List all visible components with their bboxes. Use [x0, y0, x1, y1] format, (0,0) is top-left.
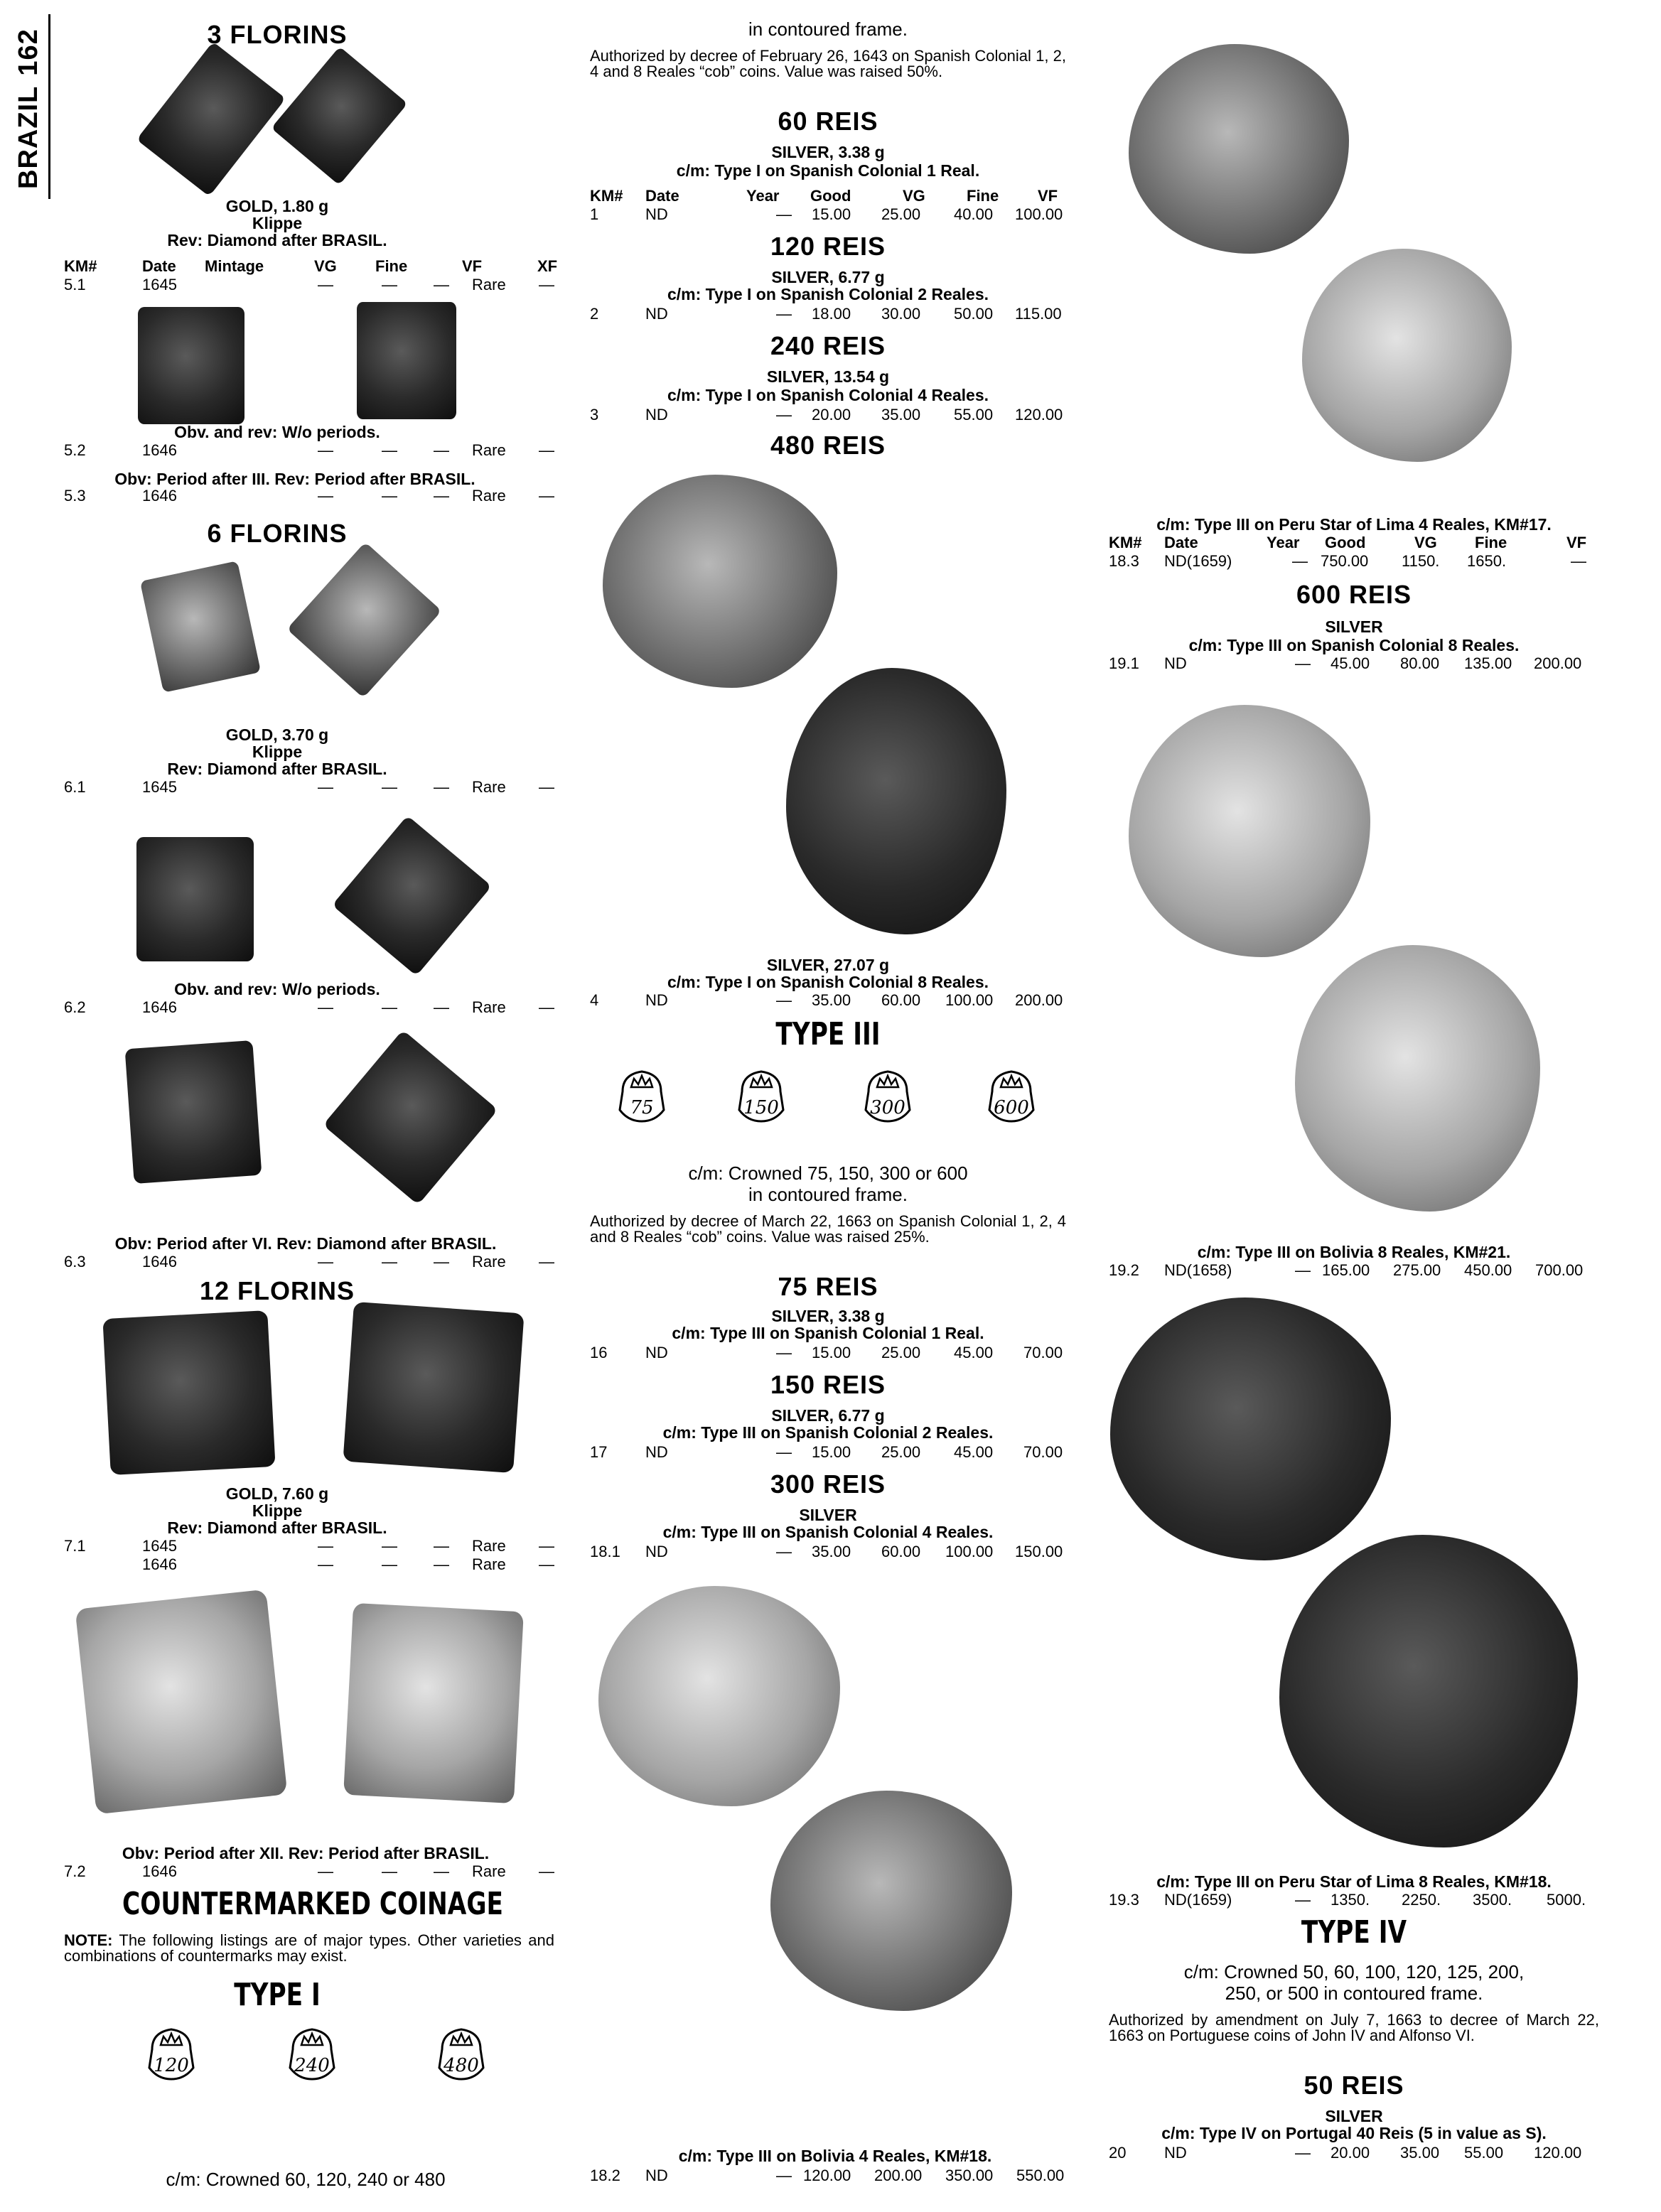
table-row: 17 ND — 15.00 25.00 45.00 70.00: [590, 1443, 1063, 1461]
type-i-heading: TYPE I: [234, 1977, 321, 2013]
type-iii-caption-2: in contoured frame.: [748, 1184, 908, 1205]
denomination-50-reis: 50 REIS: [1303, 2071, 1404, 2100]
type-iv-caption: c/m: Crowned 50, 60, 100, 120, 125, 200,: [1183, 1961, 1525, 1982]
frame-caption: in contoured frame.: [748, 18, 908, 40]
coin-photo-reverse: [343, 1302, 524, 1473]
authorization-paragraph: Authorized by amendment on July 7, 1663 to decree of March 22, 1663 on Portuguese coins of John IV and Alfonso VI.: [1109, 2011, 1599, 2044]
metal-weight: SILVER, 27.07 g: [766, 956, 890, 974]
metal-weight: SILVER, 13.54 g: [766, 367, 890, 386]
table-row: 18.1 ND — 35.00 60.00 100.00 150.00: [590, 1543, 1063, 1560]
denomination-3-florins: 3 FLORINS: [207, 20, 348, 49]
shape-label: Klippe: [252, 743, 303, 761]
countermark-note: c/m: Type III on Bolivia 8 Reales, KM#21.: [1197, 1243, 1511, 1261]
countermark-note: c/m: Type III on Peru Star of Lima 8 Reales, KM#18.: [1156, 1872, 1552, 1891]
authorization-paragraph: Authorized by decree of February 26, 1643 on Spanish Colonial 1, 2, 4 and 8 Reales “cob” coins. Value was raised 50%.: [590, 47, 1066, 80]
reverse-note: Rev: Diamond after BRASIL.: [167, 231, 387, 249]
table-row: 4 ND — 35.00 60.00 100.00 200.00: [590, 991, 1063, 1009]
table-header: KM# Date Year Good VG Fine VF: [590, 187, 1058, 205]
variety-note: Obv. and rev: W/o periods.: [174, 423, 380, 441]
coin-photo-reverse: [1295, 945, 1540, 1212]
table-row: 19.2 ND(1658) — 165.00 275.00 450.00 700.00: [1109, 1261, 1584, 1279]
coin-photo-reverse: [357, 302, 456, 419]
coin-photo-obverse: [603, 475, 837, 688]
coin-photo-reverse: [286, 542, 441, 698]
denomination-12-florins: 12 FLORINS: [199, 1276, 355, 1305]
type-i-caption: c/m: Crowned 60, 120, 240 or 480: [166, 2169, 446, 2190]
denomination-120-reis: 120 REIS: [770, 232, 886, 261]
table-header: KM# Date Year Good VG Fine VF: [1109, 534, 1587, 551]
column-right: [1109, 0, 1606, 2212]
note-paragraph: NOTE: The following listings are of major types. Other varieties and combinations of countermarks may exist.: [64, 1931, 554, 1965]
metal-label: SILVER: [799, 1506, 857, 1524]
coin-photo-obverse: [136, 42, 286, 197]
denomination-240-reis: 240 REIS: [770, 331, 886, 360]
type-iii-caption: c/m: Crowned 75, 150, 300 or 600: [688, 1162, 968, 1184]
table-row: 19.1 ND — 45.00 80.00 135.00 200.00: [1109, 654, 1582, 672]
coin-photo-reverse: [323, 1030, 498, 1205]
variety-note: Obv: Period after XII. Rev: Period after BRASIL.: [122, 1844, 490, 1862]
crowned-countermark-120: 120: [142, 2024, 200, 2082]
coin-photo-reverse: [1279, 1535, 1578, 1847]
column-middle: [590, 0, 1080, 2212]
denomination-300-reis: 300 REIS: [770, 1469, 886, 1499]
denomination-75-reis: 75 REIS: [778, 1272, 878, 1301]
metal-weight: SILVER, 6.77 g: [771, 1406, 885, 1425]
coin-photo-reverse: [770, 1791, 1012, 2011]
table-row: 5.2 1646 — — — Rare —: [64, 441, 554, 459]
denomination-6-florins: 6 FLORINS: [207, 519, 348, 548]
countermark-note: c/m: Type IV on Portugal 40 Reis (5 in value as S).: [1161, 2124, 1547, 2142]
countermark-note: c/m: Type III on Spanish Colonial 2 Reales.: [662, 1423, 994, 1442]
section-title-countermarked: COUNTERMARKED COINAGE: [122, 1886, 503, 1922]
coin-photo-obverse: [138, 307, 244, 424]
coin-photo-obverse: [75, 1590, 288, 1815]
countermark-note: c/m: Type III on Spanish Colonial 4 Reales.: [662, 1523, 994, 1541]
coin-photo-reverse: [271, 46, 407, 185]
coin-photo-obverse: [136, 837, 254, 961]
page-number: 162: [14, 28, 43, 76]
variety-note: Obv: Period after VI. Rev: Diamond after BRASIL.: [114, 1234, 497, 1253]
page-header-vertical: [10, 14, 53, 199]
table-row: 5.3 1646 — — — Rare —: [64, 487, 554, 505]
table-header: KM# Date Mintage VG Fine VF XF: [64, 257, 558, 275]
crowned-countermark-600: 600: [982, 1066, 1041, 1124]
countermark-note: c/m: Type I on Spanish Colonial 1 Real.: [676, 161, 980, 180]
countermark-note: c/m: Type I on Spanish Colonial 4 Reales.: [667, 386, 989, 404]
coin-photo-reverse: [1302, 249, 1512, 462]
metal-weight: GOLD, 7.60 g: [225, 1484, 329, 1503]
denomination-60-reis: 60 REIS: [778, 107, 878, 136]
denomination-480-reis: 480 REIS: [770, 431, 886, 460]
reverse-note: Rev: Diamond after BRASIL.: [167, 760, 387, 778]
header-rule: [48, 14, 50, 199]
type-iii-heading: TYPE III: [775, 1016, 881, 1052]
coin-photo-obverse: [1129, 44, 1349, 254]
countermark-note: c/m: Type I on Spanish Colonial 8 Reales.: [667, 973, 989, 991]
table-row: 1646 — — — Rare —: [142, 1555, 554, 1573]
crowned-countermark-75: 75: [613, 1066, 671, 1124]
table-row: 16 ND — 15.00 25.00 45.00 70.00: [590, 1344, 1063, 1361]
coin-photo-obverse: [1129, 705, 1370, 957]
country-title: BRAZIL: [14, 85, 43, 189]
table-row: 18.3 ND(1659) — 750.00 1150. 1650. —: [1109, 552, 1586, 570]
countermark-note: c/m: Type I on Spanish Colonial 2 Reales.: [667, 285, 989, 303]
variety-note: Obv. and rev: W/o periods.: [174, 980, 380, 998]
metal-label: SILVER: [1325, 2107, 1383, 2125]
table-row: 2 ND — 18.00 30.00 50.00 115.00: [590, 305, 1062, 323]
metal-weight: SILVER, 3.38 g: [771, 143, 885, 161]
countermark-note: c/m: Type III on Bolivia 4 Reales, KM#18.: [678, 2147, 992, 2165]
column-left: [64, 0, 569, 2212]
table-row: 3 ND — 20.00 35.00 55.00 120.00: [590, 406, 1063, 423]
table-row: 6.2 1646 — — — Rare —: [64, 998, 554, 1016]
table-row: 6.1 1645 — — — Rare —: [64, 778, 554, 796]
metal-weight: GOLD, 1.80 g: [225, 197, 329, 215]
coin-photo-obverse: [1110, 1297, 1391, 1560]
shape-label: Klippe: [252, 1501, 303, 1520]
metal-weight: GOLD, 3.70 g: [225, 725, 329, 744]
crowned-countermark-150: 150: [732, 1066, 790, 1124]
type-iv-heading: TYPE IV: [1301, 1914, 1407, 1951]
type-iv-caption-2: 250, or 500 in contoured frame.: [1225, 1982, 1483, 2004]
table-row: 5.1 1645 — — — Rare —: [64, 276, 554, 293]
coin-photo-reverse: [332, 815, 492, 976]
metal-label: SILVER: [1325, 617, 1383, 636]
coin-photo-obverse: [102, 1310, 275, 1475]
variety-note: Obv: Period after III. Rev: Period after BRASIL.: [114, 470, 475, 488]
coin-photo-obverse: [125, 1040, 262, 1184]
crowned-countermark-240: 240: [283, 2024, 341, 2082]
table-row: 1 ND — 15.00 25.00 40.00 100.00: [590, 205, 1063, 223]
coin-photo-obverse: [140, 561, 261, 693]
countermark-note: c/m: Type III on Peru Star of Lima 4 Reales, KM#17.: [1156, 515, 1552, 534]
coin-photo-reverse: [786, 668, 1006, 934]
shape-label: Klippe: [252, 214, 303, 232]
table-row: 7.2 1646 — — — Rare —: [64, 1862, 554, 1880]
coin-photo-obverse: [598, 1586, 840, 1806]
countermark-note: c/m: Type III on Spanish Colonial 1 Real.: [672, 1324, 984, 1342]
table-row: 7.1 1645 — — — Rare —: [64, 1537, 554, 1555]
table-row: 18.2 ND — 120.00 200.00 350.00 550.00: [590, 2167, 1065, 2184]
coin-photo-reverse: [343, 1603, 524, 1803]
denomination-600-reis: 600 REIS: [1296, 580, 1412, 609]
reverse-note: Rev: Diamond after BRASIL.: [167, 1518, 387, 1537]
countermark-note: c/m: Type III on Spanish Colonial 8 Reales.: [1188, 636, 1520, 654]
crowned-countermark-300: 300: [859, 1066, 917, 1124]
table-row: 19.3 ND(1659) — 1350. 2250. 3500. 5000.: [1109, 1891, 1586, 1909]
authorization-paragraph: Authorized by decree of March 22, 1663 on Spanish Colonial 1, 2, 4 and 8 Reales “cob” coins. Value was raised 25%.: [590, 1212, 1066, 1246]
denomination-150-reis: 150 REIS: [770, 1370, 886, 1399]
table-row: 20 ND — 20.00 35.00 55.00 120.00: [1109, 2144, 1582, 2162]
metal-weight: SILVER, 6.77 g: [771, 268, 885, 286]
table-row: 6.3 1646 — — — Rare —: [64, 1253, 554, 1270]
metal-weight: SILVER, 3.38 g: [771, 1307, 885, 1325]
crowned-countermark-480: 480: [432, 2024, 490, 2082]
